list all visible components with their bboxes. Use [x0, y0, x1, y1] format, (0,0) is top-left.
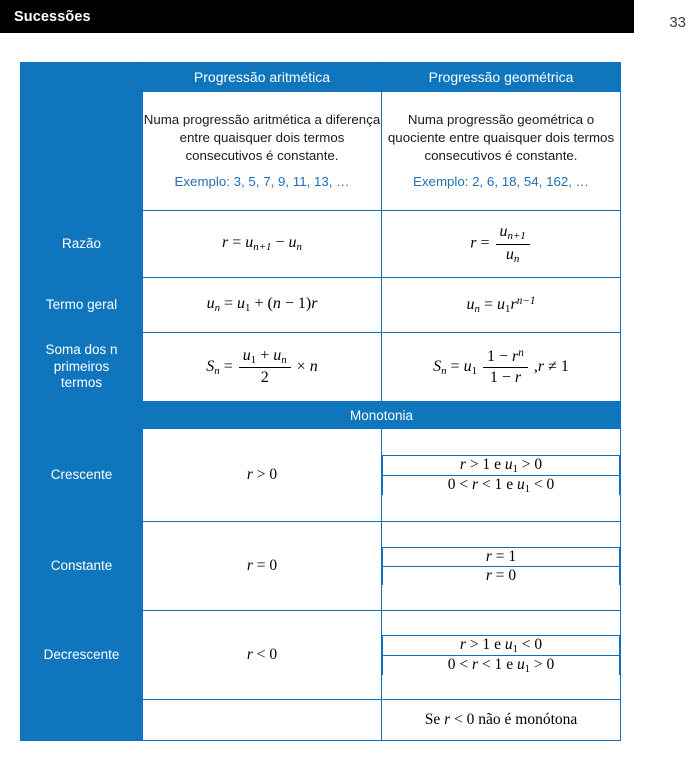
formula-constant-arithmetic: r = 0 [143, 522, 382, 611]
definition-arithmetic-example: Exemplo: 3, 5, 7, 9, 11, 13, … [174, 174, 350, 190]
monotonia-band-label: Monotonia [143, 402, 621, 429]
constant-geometric-cell [382, 522, 621, 611]
decreasing-row [21, 611, 621, 700]
header-empty-cell [21, 63, 143, 92]
progressions-table [20, 62, 620, 741]
formula-sum-geometric: $S_n = u1$ $\frac{1 - r^n}{1 - r}$ ,r ≠ 1 [382, 333, 621, 402]
column-header-geometric: Progressão geométrica [382, 63, 621, 92]
row-label-general-term: Termo geral [21, 278, 143, 333]
row-label-sum [21, 333, 143, 402]
formula-increasing-geometric-1: r > 1 e u1 > 0 [383, 456, 620, 476]
definition-geometric-text: Numa progressão geométrica o quociente entre quaisquer dois termos consecutivos é constante. [387, 112, 615, 163]
header-bar [0, 0, 634, 33]
formula-ratio-geometric: r = $\frac{u_{n+1}}{u_n}$ [382, 211, 621, 278]
formula-decreasing-geometric-2: 0 < r < 1 e u1 > 0 [383, 656, 620, 675]
not-monotone-empty-label [21, 700, 143, 741]
increasing-row [21, 429, 621, 522]
definition-arithmetic-text: Numa progressão aritmética a diferença entre quaisquer dois termos consecutivos é constante. [143, 112, 381, 163]
formula-decreasing-geometric-1: r > 1 e u1 < 0 [383, 636, 620, 656]
formula-general-arithmetic: $u_n = u1 + (n - 1)r$ [143, 278, 382, 333]
row-label-constant: Constante [21, 522, 143, 611]
row-label-sum-line3: termos [60, 375, 103, 391]
formula-constant-geometric-1: r = 1 [383, 548, 620, 567]
row-label-decreasing: Decrescente [21, 611, 143, 700]
constant-row [21, 522, 621, 611]
general-term-row [21, 278, 621, 333]
definition-geometric [382, 92, 621, 211]
formula-increasing-arithmetic: r > 0 [143, 429, 382, 522]
row-label-sum-line2: primeiros [53, 358, 110, 374]
table-header-row [21, 63, 621, 92]
row-label-ratio: Razão [21, 211, 143, 278]
formula-not-monotone-geometric: Se r < 0 não é monótona [382, 700, 621, 741]
definition-arithmetic [143, 92, 382, 211]
monotonia-band-row [21, 402, 621, 429]
page-title: Sucessões [14, 8, 91, 25]
page-number: 33 [669, 14, 686, 31]
row-label-sum-line1: Soma dos n [45, 341, 118, 357]
not-monotone-row [21, 700, 621, 741]
ratio-row [21, 211, 621, 278]
sum-row [21, 333, 621, 402]
decreasing-geometric-cell [382, 611, 621, 700]
increasing-geometric-cell [382, 429, 621, 522]
not-monotone-arithmetic-empty [143, 700, 382, 741]
formula-increasing-geometric-2: 0 < r < 1 e u1 < 0 [383, 476, 620, 495]
formula-sum-arithmetic: $S_n$ = $\frac{u1 + u_n}{2}$ × n [143, 333, 382, 402]
definition-empty-cell [21, 92, 143, 211]
formula-ratio-arithmetic: $r = u_{n+1} - u_n$ [143, 211, 382, 278]
definition-row [21, 92, 621, 211]
column-header-arithmetic: Progressão aritmética [143, 63, 382, 92]
row-label-increasing: Crescente [21, 429, 143, 522]
formula-constant-geometric-2: r = 0 [383, 567, 620, 586]
definition-geometric-example: Exemplo: 2, 6, 18, 54, 162, … [413, 174, 589, 190]
monotonia-empty-cell [21, 402, 143, 429]
formula-general-geometric: $u_n = u1r^{n-1}$ [382, 278, 621, 333]
formula-decreasing-arithmetic: r < 0 [143, 611, 382, 700]
